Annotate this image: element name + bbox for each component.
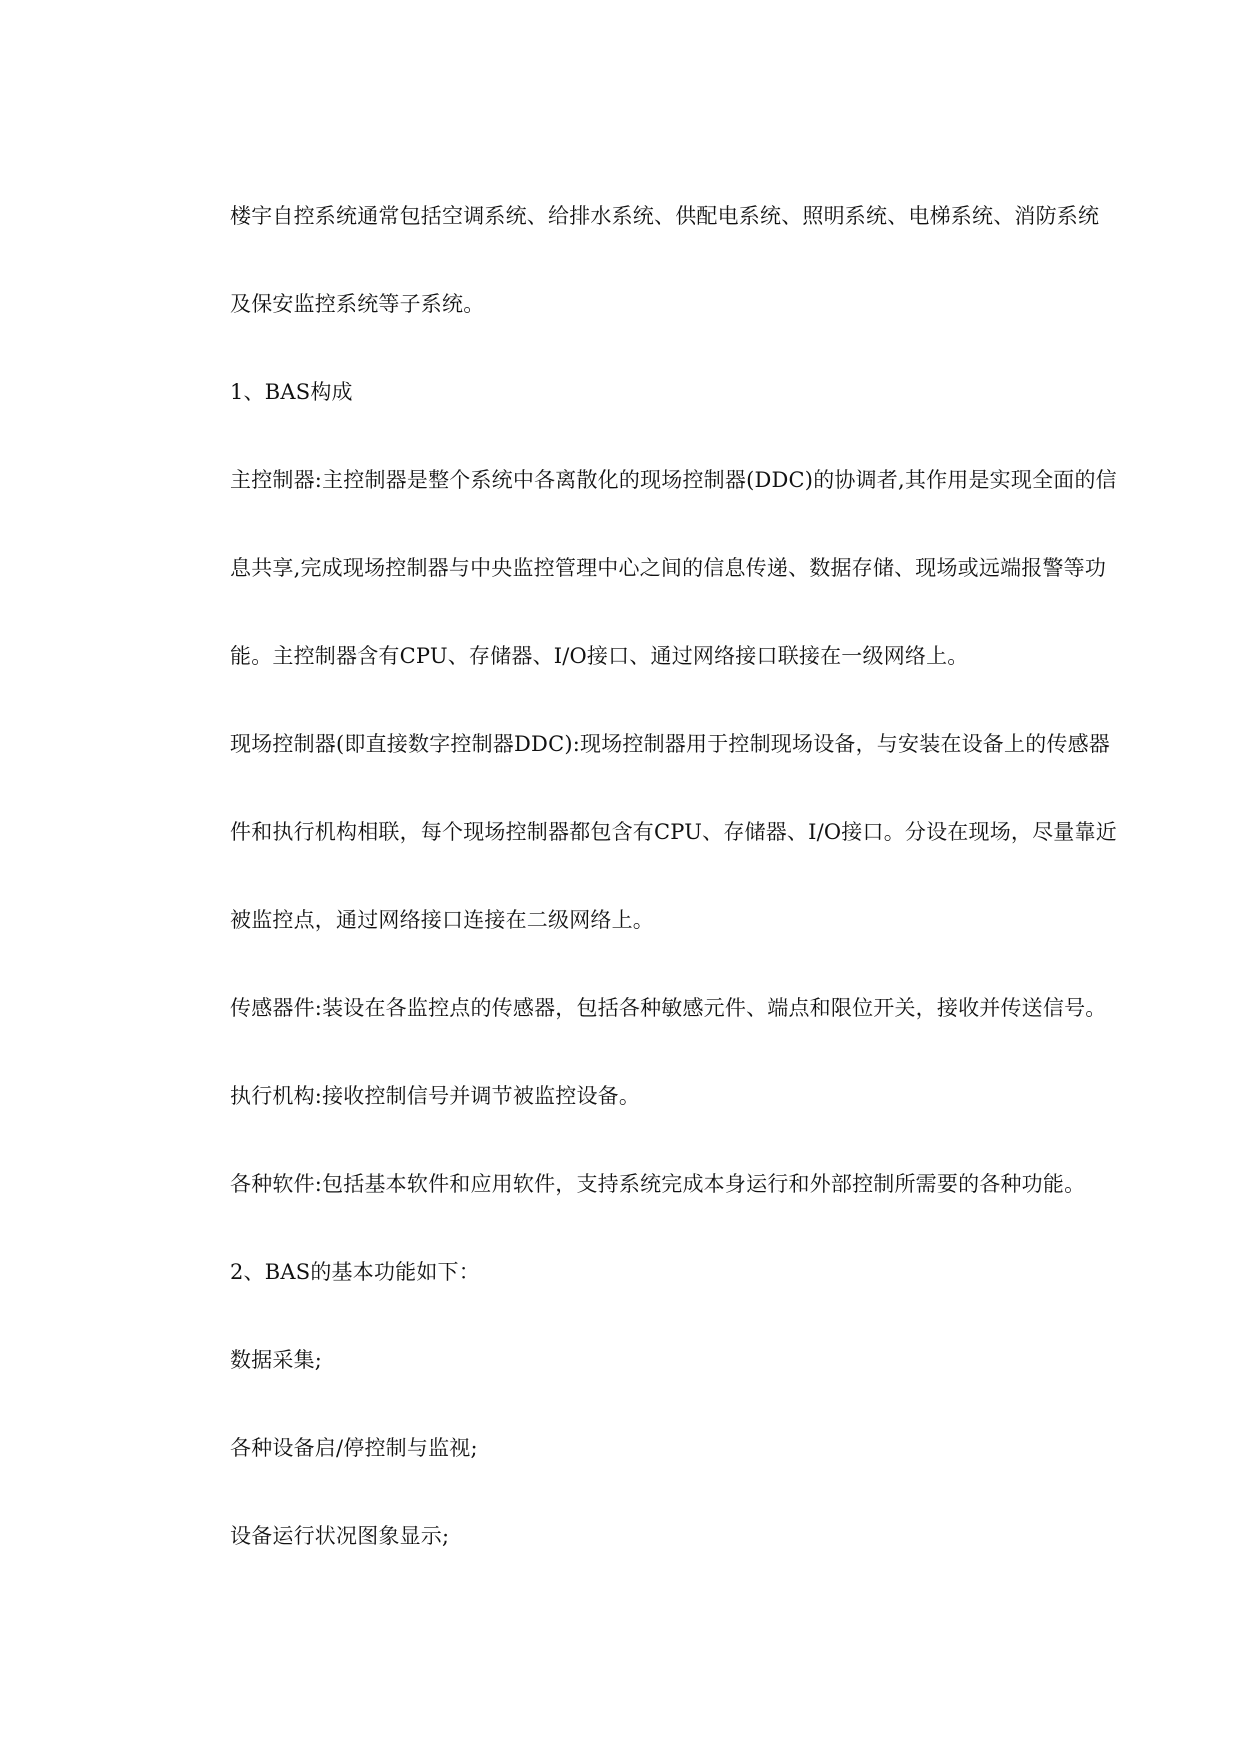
paragraph-field-controller: 现场控制器(即直接数字控制器DDC):现场控制器用于控制现场设备，与安装在设备上的传感器件和执行机构相联，每个现场控制器都包含有CPU、存储器、I/O接口。分设在现场，尽量靠近被监控点，通过网络接口连接在二级网络上。 bbox=[230, 732, 1117, 932]
paragraph-intro: 楼宇自控系统通常包括空调系统、给排水系统、供配电系统、照明系统、电梯系统、消防系统及保安监控系统等子系统。 bbox=[230, 204, 1100, 316]
section-heading-bas-functions: 2、BAS的基本功能如下： bbox=[230, 1260, 480, 1284]
list-item-data-acquisition: 数据采集; bbox=[230, 1348, 323, 1372]
paragraph-actuators: 执行机构:接收控制信号并调节被监控设备。 bbox=[230, 1084, 641, 1108]
list-item-start-stop-control: 各种设备启/停控制与监视; bbox=[230, 1436, 478, 1460]
paragraph-software: 各种软件:包括基本软件和应用软件，支持系统完成本身运行和外部控制所需要的各种功能。 bbox=[230, 1172, 1086, 1196]
paragraph-sensors: 传感器件:装设在各监控点的传感器，包括各种敏感元件、端点和限位开关，接收并传送信号。 bbox=[230, 996, 1107, 1020]
section-heading-bas-composition: 1、BAS构成 bbox=[230, 380, 353, 404]
paragraph-main-controller: 主控制器:主控制器是整个系统中各离散化的现场控制器(DDC)的协调者,其作用是实现全面的信息共享,完成现场控制器与中央监控管理中心之间的信息传递、数据存储、现场或远端报警等功能。主控制器含有CPU、存储器、I/O接口、通过网络接口联接在一级网络上。 bbox=[230, 468, 1117, 668]
document-body bbox=[230, 172, 1120, 1580]
list-item-status-display: 设备运行状况图象显示; bbox=[230, 1524, 450, 1548]
